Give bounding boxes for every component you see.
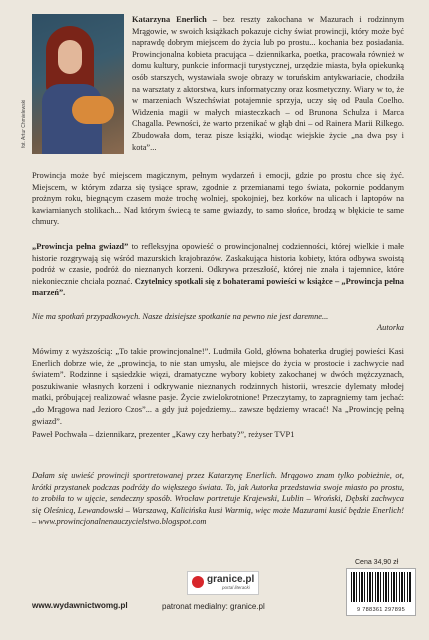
granice-logo-icon [192, 576, 204, 588]
publisher-website: www.wydawnictwomg.pl [32, 601, 128, 610]
blog-review: Dałam się uwieść prowincji sportretowanej przez Katarzynę Enerlich. Mrągowo znam tylko pobieżnie, ot, krótki przystanek podczas podróży do większego świata. To, jak Autorka przedstawia swoje miasto po prostu, to zrobiła to w ujęcie, sendeczny sposób. Wrocław portretuje Krajewski, Lublin – Wroński, Dębski zachwyca się Oleśnicą, Lewandowski – Warszawą, Kalicińska kusi Warmią, więc może Mazurami kusić będzie Enerlich! – www.prowincjonalnenauczycielstwo.blogspot.com [32, 471, 404, 527]
granice-logo-text: granice.pl [207, 574, 255, 585]
author-photo [32, 14, 124, 154]
photo-credit: fot. Artur Chmielewski [21, 99, 27, 148]
bio-text: – bez reszty zakochana w Mazurach i rodzinnym Mrągowie, w swoich książkach pokazuje cichy świat prowincji, który może być naprawdę dobrym miejscem do życia lub po prostu... kochania bez posiadania. Prowincjonalna kobieta pracująca – dziennikarka, poetka, pracowała również w domu kultury, punkcie informacji turystycznej, urzędzie miasta, była opiekunką osób starszych, wystawiała swoje obrazy w toruńskim antykwariacie, chodziła na warsztaty z aktorstwa, kurs informatyczny oraz kosmetyczny. Wiary w to, że w marzeniach Wszechświat potajemnie sprzyja, uczy się od Paula Coelho. Widzenia magii w małych miasteczkach – od Brunona Schulza i Marca Chagalla. Pewności, że warto przenikać w głąb dni – od Rainera Marii Rilkego. Zbudowała dom, teraz pisze książki, wiodąc wiejskie życie „na dwa psy i kota”... [132, 15, 404, 152]
author-name: Katarzyna Enerlich [132, 15, 207, 24]
book-description-text: to refleksyjna opowieść o prowincjonalnej codzienności, której wielkie i małe historie rozgrywają się wśród mazurskich krajobrazów. Zaskakująca historia kobiety, która odbywa swoistą podróż w czasie, podróż do nieznanych korzeni. Odkrywa przeszłość, której nie znała i tajemnice, które niekoniecznie chciała poznać. [32, 242, 404, 286]
cat-shape [72, 96, 114, 124]
book-description [32, 241, 404, 299]
price-label: Cena 34,90 zł [355, 559, 399, 566]
author-quote: Nie ma spotkań przypadkowych. Nasze dzisiejsze spotkanie na pewno nie jest daremne... [32, 312, 329, 321]
author-bio [132, 14, 404, 153]
isbn-barcode [346, 568, 416, 616]
reviewer-signature: Paweł Pochwała – dziennikarz, prezenter „Kawy czy herbaty?”, reżyser TVP1 [32, 430, 295, 439]
quote-attribution: Autorka [377, 323, 404, 332]
previous-book-note: Czytelnicy spotkali się z bohaterami powieści w książce – „Prowincja pełna marzeń”. [32, 276, 404, 298]
media-patronage: patronat medialny: granice.pl [162, 602, 265, 611]
granice-logo [187, 571, 259, 595]
barcode-bars [351, 572, 411, 602]
book-title: „Prowincja pełna gwiazd” [32, 242, 129, 251]
intro-paragraph: Prowincja może być miejscem magicznym, pełnym wydarzeń i emocji, gdzie po prostu chce się żyć. Miejscem, w którym zdarza się tysiące spraw, zgodnie z przemianami tego świata, pokornie poddanym prożnym roku, biegnącym czasem może trochę wolniej, spokojniej, bez korków na ulicach i laptopów na kawiarnianych stolikach... Nad którym świecą te same gwiazdy, to samo słońce, brodzą w błękicie te same chmury. [32, 171, 404, 227]
face-shape [58, 40, 82, 74]
review-paragraph: Mówimy z wyższością: „To takie prowincjonalne!”. Ludmiła Gold, główna bohaterka drugiej powieści Kasi Enerlich dobrze wie, że „prowincja, to nie stan umysłu, ale miejsce do życia w prostocie i zachwycie nad światem”. Rodzinne i sąsiedzkie więzi, dramatyczne wybory kobiety zakochanej w dwóch mężczyznach, poszukiwanie własnych korzeni i odkrywanie nieznanych rodzinnych historii, wreszcie dylematy młodej matki, próbującej realizować własne pasje. Życie zwielokrotnione! Przeczytamy, to zapragniemy tam jechać: „do Mrągowa nad Jezioro Czos”... a gdy już pojedziemy... zawsze będziemy wracać! Na „Prowincję pełną gwiazd”. [32, 347, 404, 426]
granice-logo-subtitle: portal literacki [222, 585, 250, 590]
isbn-number: 9 788361 297895 [356, 607, 406, 613]
